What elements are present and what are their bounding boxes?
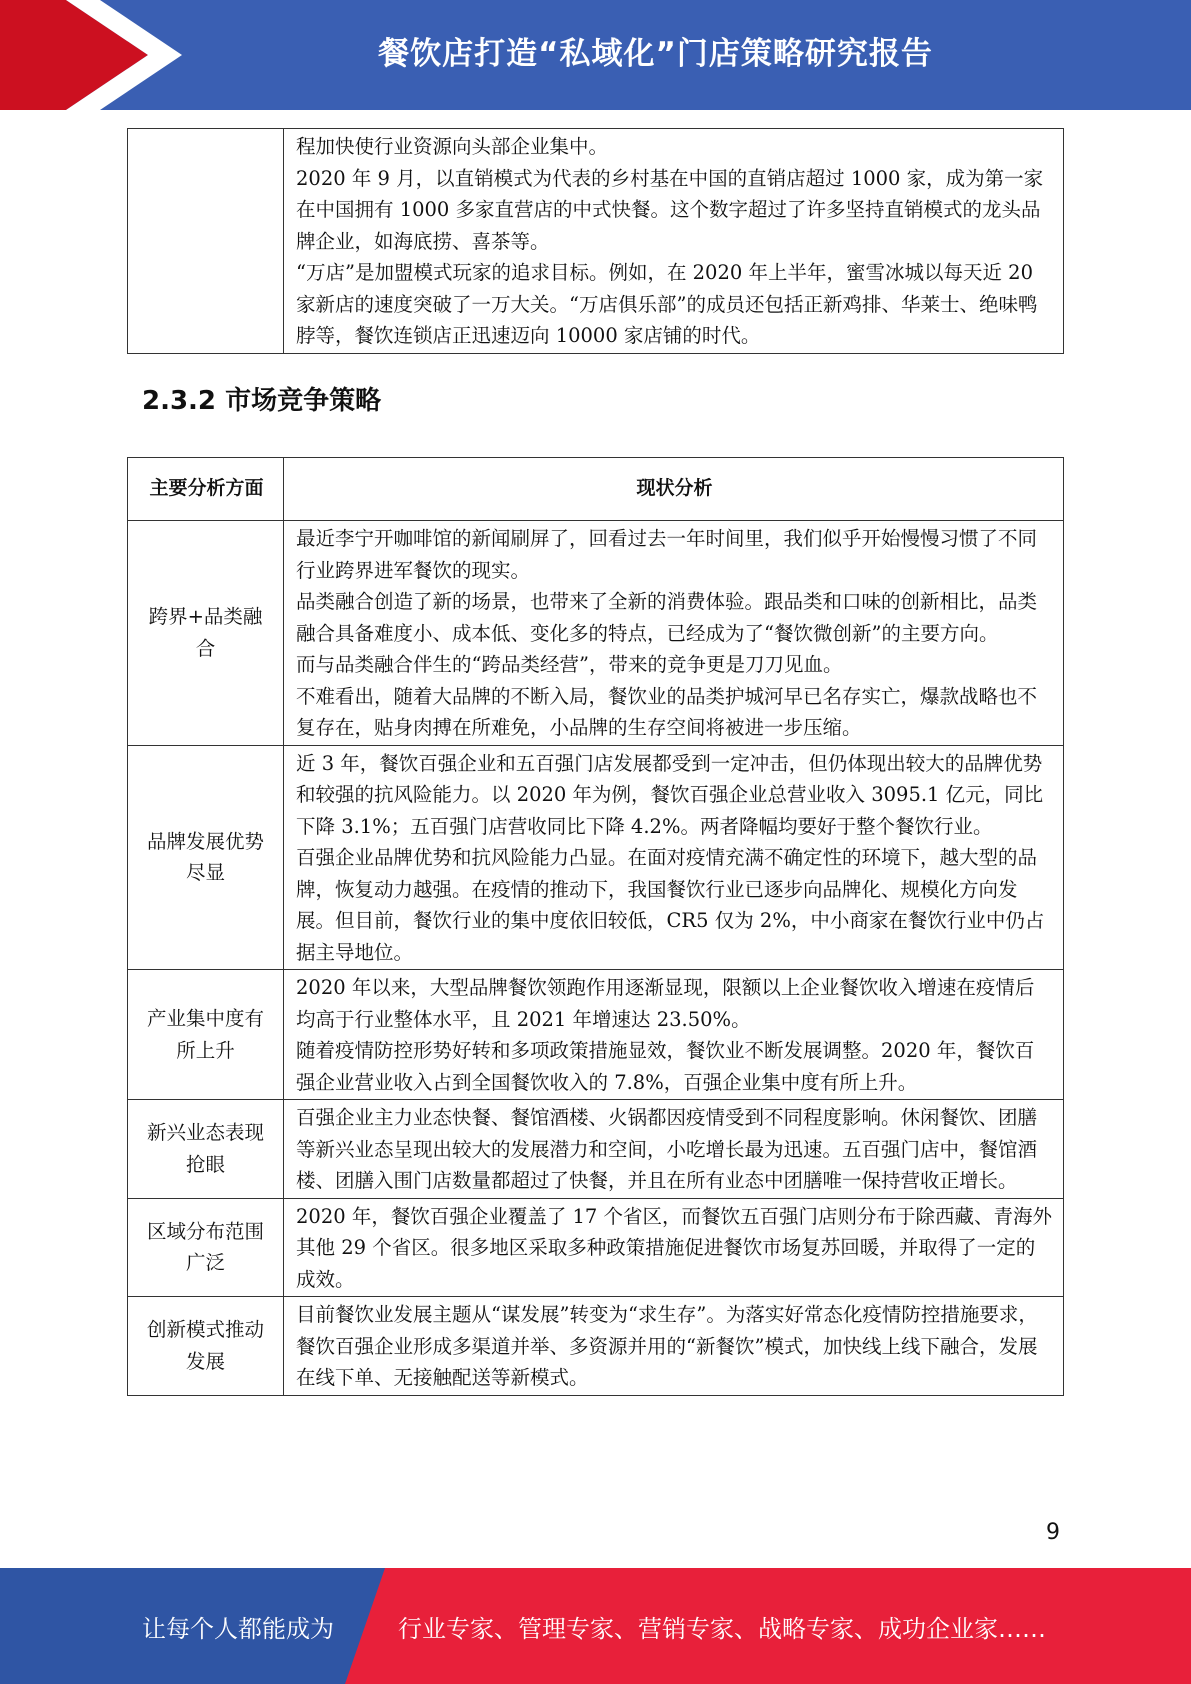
section-heading: 2.3.2 市场竞争策略 (142, 386, 382, 416)
row-label: 创新模式推动发展 (128, 1297, 284, 1396)
table-row (128, 1198, 1064, 1297)
table-row (128, 970, 1064, 1100)
footer-slogan-left: 让每个人都能成为 (142, 1614, 334, 1643)
content-paragraph: 随着疫情防控形势好转和多项政策措施显效，餐饮业不断发展调整。2020 年，餐饮百强企业营业收入占到全国餐饮收入的 7.8%，百强企业集中度有所上升。 (296, 1039, 1035, 1094)
content-paragraph: 品类融合创造了新的场景，也带来了全新的消费体验。跟品类和口味的创新相比，品类融合具备难度小、成本低、变化多的特点，已经成为了“餐饮微创新”的主要方向。 (296, 590, 1038, 645)
row-label: 跨界+品类融合 (128, 521, 284, 746)
content-paragraph: 百强企业主力业态快餐、餐馆酒楼、火锅都因疫情受到不同程度影响。休闲餐饮、团膳等新兴业态呈现出较大的发展潜力和空间，小吃增长最为迅速。五百强门店中，餐馆酒楼、团膳入围门店数量都超过了快餐，并且在所有业态中团膳唯一保持营收正增长。 (296, 1106, 1038, 1192)
row-content (284, 970, 1064, 1100)
table-header-row (128, 458, 1064, 521)
content-paragraph: 目前餐饮业发展主题从“谋发展”转变为“求生存”。为落实好常态化疫情防控措施要求，餐饮百强企业形成多渠道并举、多资源并用的“新餐饮”模式，加快线上线下融合，发展在线下单、无接触配送等新模式。 (296, 1303, 1038, 1389)
content-paragraph: 百强企业品牌优势和抗风险能力凸显。在面对疫情充满不确定性的环境下，越大型的品牌，恢复动力越强。在疫情的推动下，我国餐饮行业已逐步向品牌化、规模化方向发展。但目前，餐饮行业的集中度依旧较低，CR5 仅为 2%，中小商家在餐饮行业中仍占据主导地位。 (296, 846, 1045, 964)
row-content (284, 1100, 1064, 1199)
row-content (284, 1297, 1064, 1396)
content-paragraph: 2020 年以来，大型品牌餐饮领跑作用逐渐显现，限额以上企业餐饮收入增速在疫情后均高于行业整体水平，且 2021 年增速达 23.50%。 (296, 976, 1035, 1031)
content-paragraph: 程加快使行业资源向头部企业集中。 (296, 135, 609, 158)
row-content (284, 129, 1064, 354)
row-label: 品牌发展优势尽显 (128, 745, 284, 970)
content-paragraph: 不难看出，随着大品牌的不断入局，餐饮业的品类护城河早已名存实亡，爆款战略也不复存在，贴身肉搏在所难免，小品牌的生存空间将被进一步压缩。 (296, 684, 1038, 739)
row-content (284, 1198, 1064, 1297)
row-label: 新兴业态表现抢眼 (128, 1100, 284, 1199)
page-header (0, 0, 1191, 110)
content-paragraph: 2020 年，餐饮百强企业覆盖了 17 个省区，而餐饮五百强门店则分布于除西藏、青海外其他 29 个省区。很多地区采取多种政策措施促进餐饮市场复苏回暖，并取得了一定的成效。 (296, 1204, 1053, 1291)
row-content (284, 745, 1064, 970)
document-title: 餐饮店打造“私域化”门店策略研究报告 (378, 35, 933, 72)
row-label: 产业集中度有所上升 (128, 970, 284, 1100)
continued-table (127, 128, 1064, 354)
content-paragraph: 而与品类融合伴生的“跨品类经营”，带来的竞争更是刀刀见血。 (296, 653, 843, 676)
table-row (128, 745, 1064, 970)
page-footer (0, 1568, 1191, 1684)
row-content (284, 521, 1064, 746)
content-paragraph: 2020 年 9 月，以直销模式为代表的乡村基在中国的直销店超过 1000 家，成为第一家在中国拥有 1000 多家直营店的中式快餐。这个数字超过了许多坚持直销模式的龙头品牌企业，如海底捞、喜茶等。 (296, 166, 1044, 253)
row-label (128, 129, 284, 354)
column-header-analysis: 现状分析 (284, 458, 1064, 521)
table-row (128, 129, 1064, 354)
footer-slogan-right: 行业专家、管理专家、营销专家、战略专家、成功企业家…… (398, 1614, 1046, 1643)
table-row (128, 1297, 1064, 1396)
content-paragraph: 近 3 年，餐饮百强企业和五百强门店发展都受到一定冲击，但仍体现出较大的品牌优势和较强的抗风险能力。以 2020 年为例，餐饮百强企业总营业收入 3095.1 亿元，同比下降 3.1%；五百强门店营收同比下降 4.2%。两者降幅均要好于整个餐饮行业。 (296, 751, 1044, 838)
content-paragraph: 最近李宁开咖啡馆的新闻刷屏了，回看过去一年时间里，我们似乎开始慢慢习惯了不同行业跨界进军餐饮的现实。 (296, 527, 1038, 582)
table-row (128, 1100, 1064, 1199)
content-paragraph: “万店”是加盟模式玩家的追求目标。例如，在 2020 年上半年，蜜雪冰城以每天近 20 家新店的速度突破了一万大关。“万店俱乐部”的成员还包括正新鸡排、华莱士、绝味鸭脖等，餐饮连锁店正迅速迈向 10000 家店铺的时代。 (296, 261, 1038, 347)
page-number: 9 (1046, 1520, 1060, 1545)
analysis-table (127, 457, 1064, 1396)
column-header-aspect: 主要分析方面 (128, 458, 284, 521)
row-label: 区域分布范围广泛 (128, 1198, 284, 1297)
table-row (128, 521, 1064, 746)
